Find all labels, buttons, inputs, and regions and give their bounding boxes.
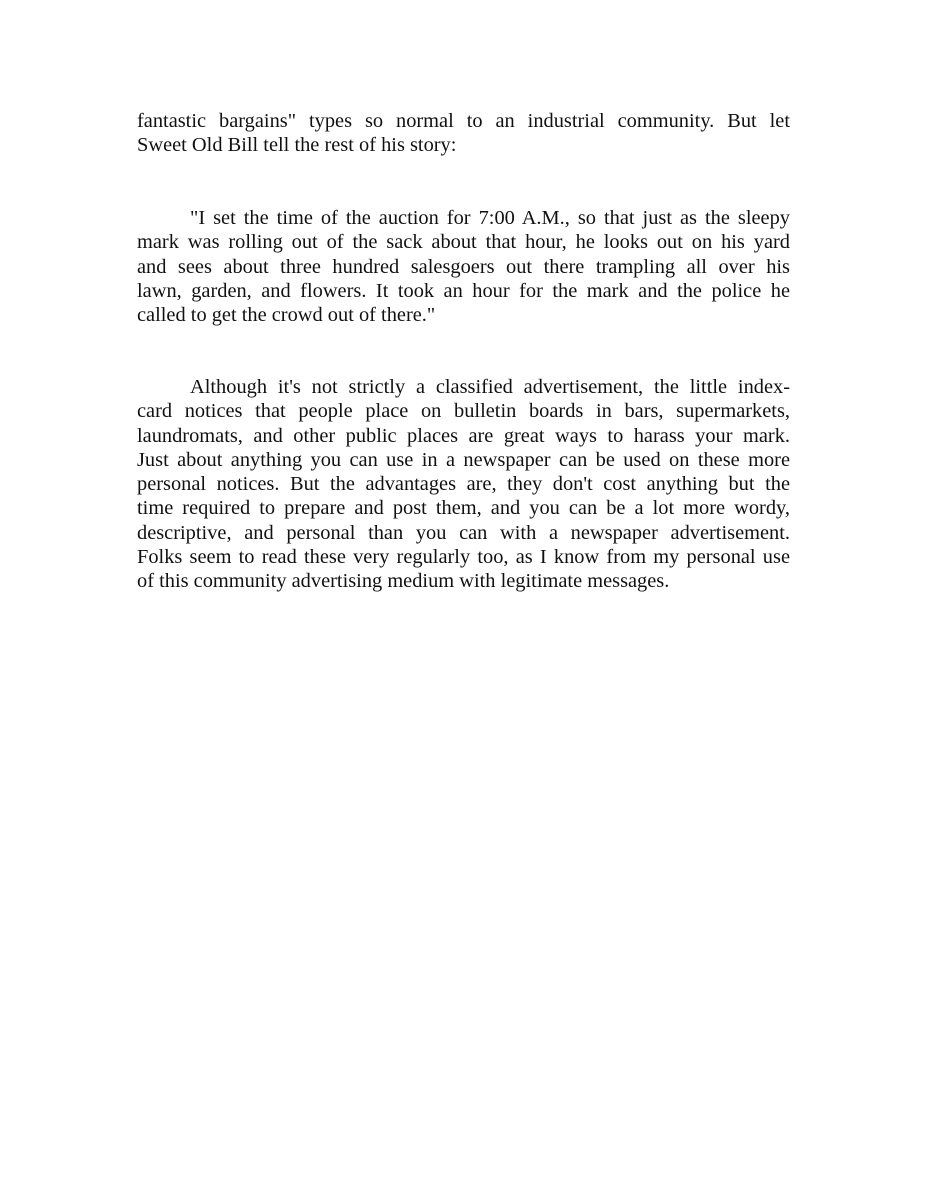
paragraph-line: Folks seem to read these very regularly too, as I know from my personal use [137, 546, 790, 569]
paragraph-line: card notices that people place on bulletin boards in bars, supermarkets, [137, 400, 790, 423]
paragraph-quote [137, 206, 790, 327]
paragraph-line: descriptive, and personal than you can with a newspaper advertisement. [137, 521, 790, 544]
paragraph-line: "I set the time of the auction for 7:00 A.M., so that just as the sleepy [190, 207, 790, 229]
paragraph-line: Although it's not strictly a classified advertisement, the little index- [190, 376, 790, 398]
paragraph-line: of this community advertising medium with legitimate messages. [137, 570, 670, 593]
paragraph-line: called to get the crowd out of there." [137, 304, 436, 327]
paragraph-line: mark was rolling out of the sack about that hour, he looks out on his yard [137, 231, 790, 254]
paragraph-line: personal notices. But the advantages are, they don't cost anything but the [137, 473, 790, 496]
paragraph-line: lawn, garden, and flowers. It took an hour for the mark and the police he [137, 279, 790, 302]
paragraph-line: fantastic bargains" types so normal to an industrial community. But let [137, 110, 790, 132]
paragraph-line: time required to prepare and post them, and you can be a lot more wordy, [137, 497, 790, 520]
paragraph-line: laundromats, and other public places are great ways to harass your mark. [137, 424, 790, 447]
paragraph-line: and sees about three hundred salesgoers out there trampling all over his [137, 255, 790, 278]
paragraph-line: Just about anything you can use in a newspaper can be used on these more [137, 448, 790, 471]
paragraph-bulletin-boards [137, 375, 790, 594]
paragraph-line: Sweet Old Bill tell the rest of his story: [137, 134, 457, 157]
paragraph-continuation [137, 109, 790, 158]
